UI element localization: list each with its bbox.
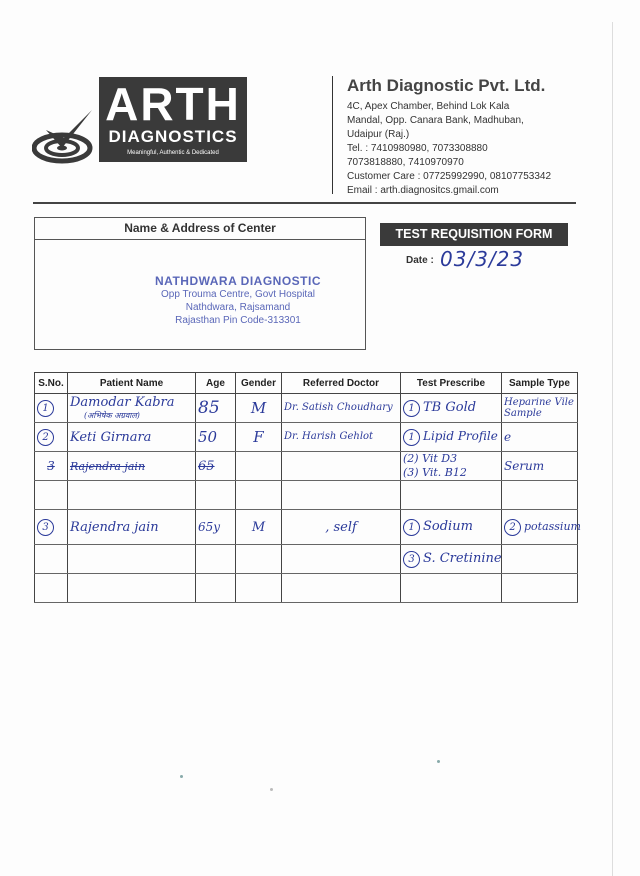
- cell-sample: [502, 574, 578, 603]
- center-heading: Name & Address of Center: [35, 218, 365, 240]
- table-row: [35, 452, 578, 481]
- cell-gender: M: [236, 510, 282, 545]
- cell-doctor: [282, 545, 401, 574]
- logo-tagline: Meaningful, Authentic & Dedicated: [127, 150, 219, 156]
- cell-age: 50: [196, 423, 236, 452]
- table-row: [35, 545, 578, 574]
- cell-test: 1 TB Gold: [401, 394, 502, 423]
- cell-doctor: , self: [282, 510, 401, 545]
- address-line: Mandal, Opp. Canara Bank, Madhuban,: [347, 115, 524, 126]
- table-row: [35, 574, 578, 603]
- cell-test: (2) Vit D3 (3) Vit. B12: [401, 452, 502, 481]
- cell-gender: [236, 481, 282, 510]
- stamp-line: Nathdwara, Rajsamand: [185, 302, 291, 313]
- cell-age: [196, 574, 236, 603]
- address-line: 4C, Apex Chamber, Behind Lok Kala: [347, 101, 510, 112]
- table-row: [35, 481, 578, 510]
- col-header-test-prescribe: Test Prescribe: [401, 373, 502, 394]
- cell-gender: M: [236, 394, 282, 423]
- cell-gender: [236, 574, 282, 603]
- customer-care-line: Customer Care : 07725992990, 08107753342: [347, 171, 552, 182]
- center-stamp: [123, 275, 353, 327]
- col-header-patient-name: Patient Name: [68, 373, 196, 394]
- cell-sample: Serum: [502, 452, 578, 481]
- cell-sno: [35, 574, 68, 603]
- cell-age: 65: [196, 452, 236, 481]
- cell-doctor: [282, 574, 401, 603]
- col-header-gender: Gender: [236, 373, 282, 394]
- brand-logo: [99, 77, 247, 162]
- address-line: Udaipur (Raj.): [347, 129, 410, 140]
- cell-patient-name: Rajendra jain: [68, 510, 196, 545]
- date-label: Date :: [406, 255, 434, 266]
- cell-sno: [35, 481, 68, 510]
- col-header-age: Age: [196, 373, 236, 394]
- stamp-line: Rajasthan Pin Code-313301: [175, 315, 301, 326]
- logo-subtitle: DIAGNOSTICS: [108, 127, 238, 146]
- cell-patient-name: [68, 481, 196, 510]
- cell-sno: 3: [35, 510, 68, 545]
- cell-sample: [502, 545, 578, 574]
- date-value: 03/3/23: [440, 247, 525, 271]
- scan-speck: [180, 775, 183, 778]
- logo-title: ARTH: [105, 78, 241, 130]
- scan-speck: [270, 788, 273, 791]
- cell-test: [401, 574, 502, 603]
- cell-sno: [35, 545, 68, 574]
- cell-gender: F: [236, 423, 282, 452]
- cell-age: [196, 481, 236, 510]
- header-divider: [332, 76, 333, 194]
- cell-age: 65y: [196, 510, 236, 545]
- table-header-row: [35, 373, 578, 394]
- cell-sample: e: [502, 423, 578, 452]
- col-header-referred-doctor: Referred Doctor: [282, 373, 401, 394]
- cell-test: 1 Sodium: [401, 510, 502, 545]
- cell-sample: 2 potassium: [502, 510, 578, 545]
- email-line: Email : arth.diagnositcs.gmail.com: [347, 185, 499, 196]
- table-row: [35, 394, 578, 423]
- header-rule: [33, 202, 576, 204]
- cell-gender: [236, 452, 282, 481]
- cell-gender: [236, 545, 282, 574]
- cell-patient-name: [68, 545, 196, 574]
- col-header-sample-type: Sample Type: [502, 373, 578, 394]
- cell-patient-name: Damodar Kabra (अभिषेक अग्रवाल): [68, 394, 196, 423]
- center-address-box: [34, 217, 366, 350]
- target-check-logo-icon: [32, 108, 96, 164]
- cell-test: 1 Lipid Profile: [401, 423, 502, 452]
- form-title: TEST REQUISITION FORM: [380, 223, 568, 246]
- cell-test: [401, 481, 502, 510]
- col-header-sno: S.No.: [35, 373, 68, 394]
- company-address: [347, 100, 587, 198]
- table-row: [35, 423, 578, 452]
- cell-patient-name: Keti Girnara: [68, 423, 196, 452]
- cell-sno: 2: [35, 423, 68, 452]
- phone-line: Tel. : 7410980980, 7073308880: [347, 143, 488, 154]
- cell-sno: 1: [35, 394, 68, 423]
- patient-table: [34, 372, 581, 603]
- cell-doctor: Dr. Satish Choudhary: [282, 394, 401, 423]
- stamp-name: NATHDWARA DIAGNOSTIC: [155, 274, 321, 288]
- scan-speck: [437, 760, 440, 763]
- cell-sample: [502, 481, 578, 510]
- phone-line: 7073818880, 7410970970: [347, 157, 464, 168]
- cell-sno: 3: [35, 452, 68, 481]
- cell-sample: Heparine Vile Sample: [502, 394, 578, 423]
- cell-test: 3 S. Cretinine: [401, 545, 502, 574]
- cell-doctor: Dr. Harish Gehlot: [282, 423, 401, 452]
- cell-patient-name: [68, 574, 196, 603]
- cell-doctor: [282, 481, 401, 510]
- cell-patient-name: Rajendra jain: [68, 452, 196, 481]
- cell-doctor: [282, 452, 401, 481]
- company-name: Arth Diagnostic Pvt. Ltd.: [347, 76, 546, 95]
- cell-age: 85: [196, 394, 236, 423]
- table-row: [35, 510, 578, 545]
- stamp-line: Opp Trouma Centre, Govt Hospital: [161, 289, 315, 300]
- cell-age: [196, 545, 236, 574]
